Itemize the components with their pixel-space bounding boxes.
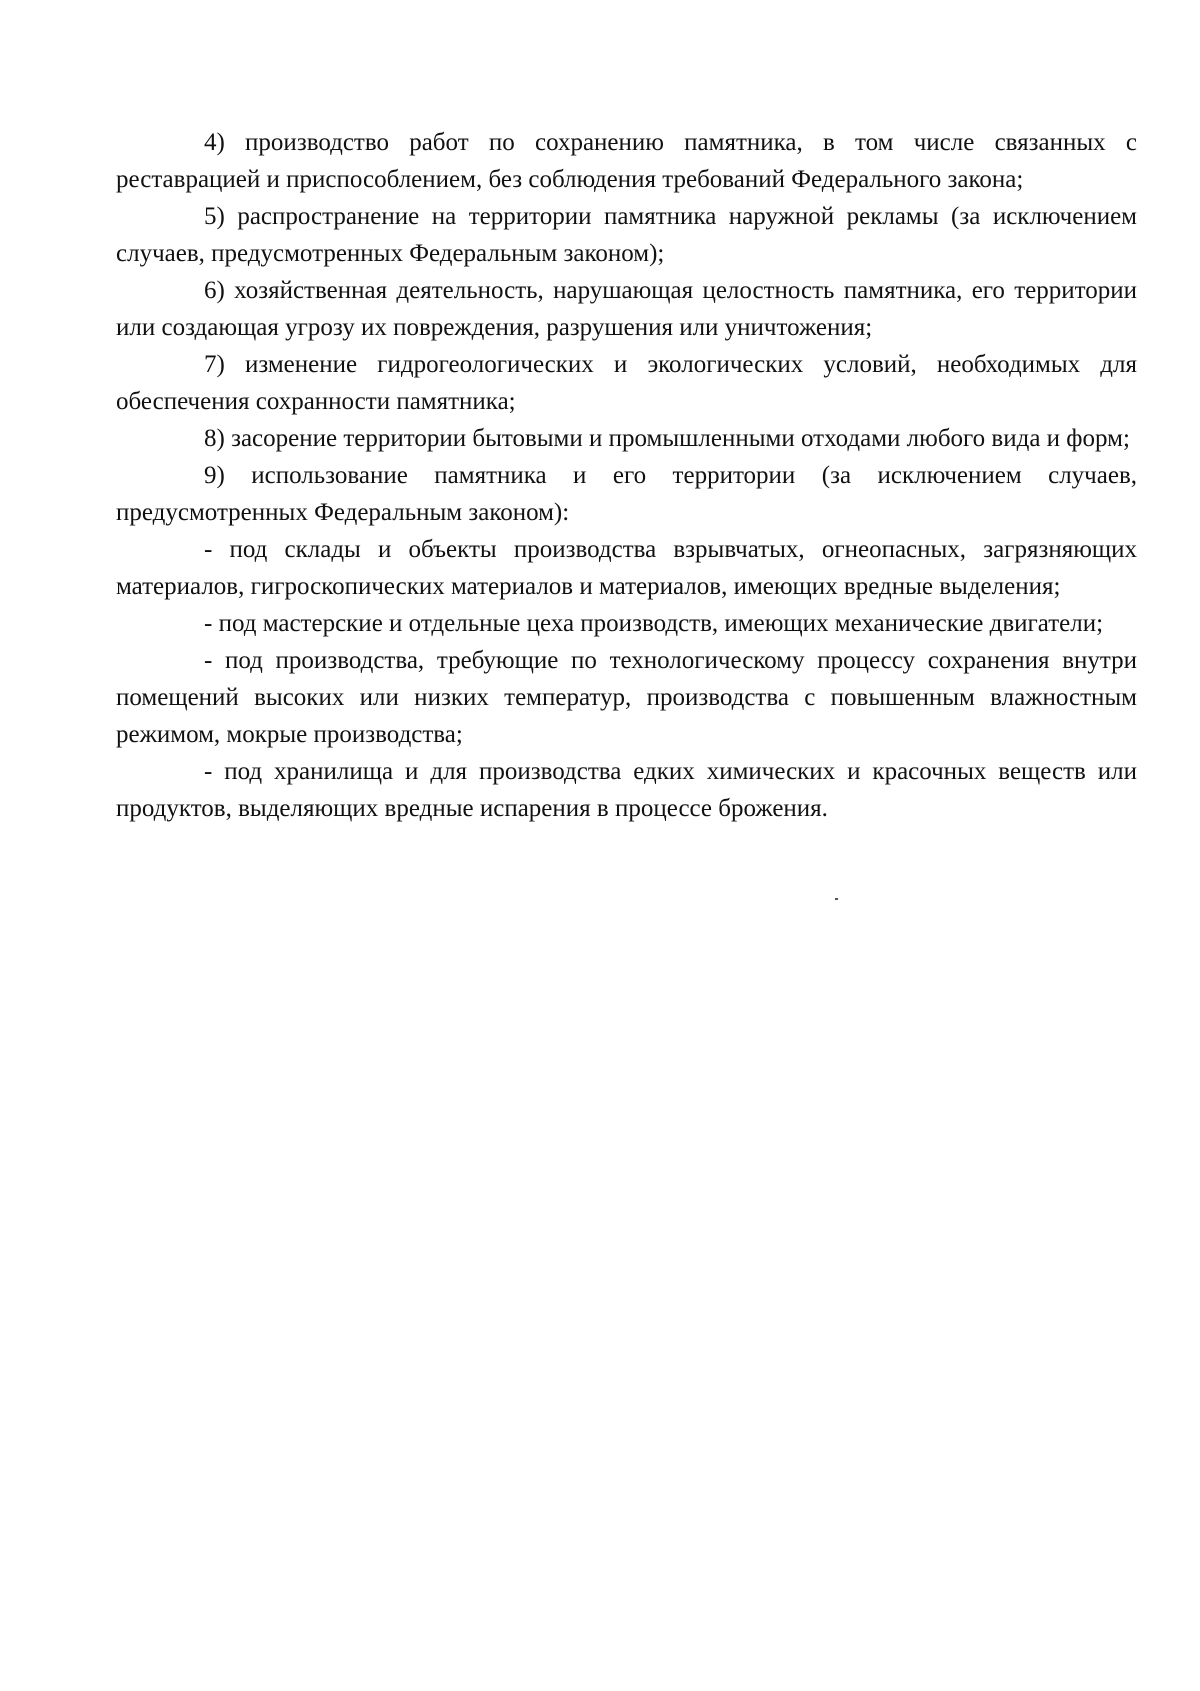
list-item-6: 6) хозяйственная деятельность, нарушающая целостность памятника, его территории или создающая угрозу их повреждения, разрушения или уничтожения; <box>116 277 1137 341</box>
list-item-9: 9) использование памятника и его территории (за исключением случаев, предусмотренных Федеральным законом): <box>116 462 1137 526</box>
sub-item-warehouses: - под склады и объекты производства взрывчатых, огнеопасных, загрязняющих материалов, гигроскопических материалов и материалов, имеющих вредные выделения; <box>116 536 1137 600</box>
list-item-5: 5) распространение на территории памятника наружной рекламы (за исключением случаев, предусмотренных Федеральным законом); <box>116 203 1137 267</box>
list-item-7: 7) изменение гидрогеологических и экологических условий, необходимых для обеспечения сохранности памятника; <box>116 351 1137 415</box>
scan-speck <box>835 898 838 900</box>
sub-item-temperature-production: - под производства, требующие по технологическому процессу сохранения внутри помещений высоких или низких температур, производства с повышенным влажностным режимом, мокрые производства; <box>116 647 1137 748</box>
sub-item-chemical-storage: - под хранилища и для производства едких химических и красочных веществ или продуктов, выделяющих вредные испарения в процессе брожения. <box>116 758 1137 822</box>
sub-item-workshops: - под мастерские и отдельные цеха производств, имеющих механические двигатели; <box>204 610 1104 637</box>
list-item-4: 4) производство работ по сохранению памятника, в том числе связанных с реставрацией и приспособлением, без соблюдения требований Федерального закона; <box>116 129 1137 193</box>
document-body <box>116 124 1137 827</box>
list-item-8: 8) засорение территории бытовыми и промышленными отходами любого вида и форм; <box>204 425 1130 452</box>
